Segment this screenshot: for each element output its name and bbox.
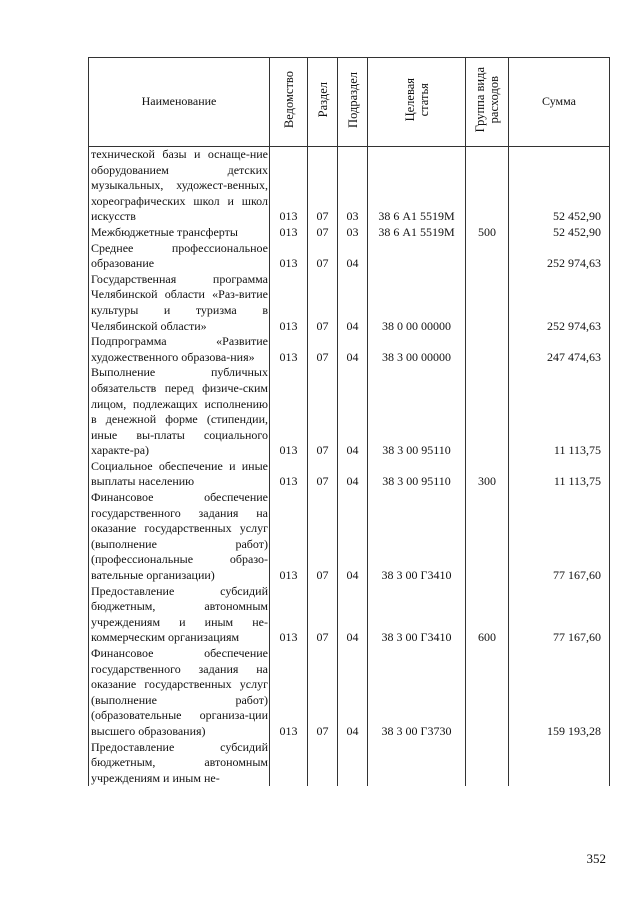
cell-ved: 013: [270, 646, 308, 740]
header-razdel: Раздел: [308, 58, 338, 147]
table-row: [89, 584, 610, 646]
cell-grp: [466, 147, 509, 225]
cell-razd: [308, 740, 338, 787]
cell-grp: [466, 334, 509, 365]
cell-cel: [368, 740, 466, 787]
cell-podr: 04: [338, 646, 368, 740]
cell-grp: [466, 740, 509, 787]
cell-sum: 252 974,63: [509, 272, 610, 334]
cell-ved: 013: [270, 272, 308, 334]
cell-grp: 300: [466, 459, 509, 490]
cell-cel: [368, 241, 466, 272]
cell-sum: 159 193,28: [509, 646, 610, 740]
cell-name: Межбюджетные трансферты: [89, 225, 270, 241]
header-vedomstvo: Ведомство: [270, 58, 308, 147]
cell-podr: 03: [338, 225, 368, 241]
cell-sum: 77 167,60: [509, 490, 610, 584]
cell-name: Среднее профессиональное образование: [89, 241, 270, 272]
cell-razd: 07: [308, 459, 338, 490]
cell-cel: 38 6 А1 5519М: [368, 225, 466, 241]
table-row: [89, 334, 610, 365]
cell-podr: 04: [338, 584, 368, 646]
cell-name: Финансовое обеспечение государственного задания на оказание государственных услуг (выполнение работ) (профессиональные образо-вательные организации): [89, 490, 270, 584]
cell-razd: 07: [308, 365, 338, 459]
cell-sum: 52 452,90: [509, 225, 610, 241]
table-row: [89, 365, 610, 459]
cell-cel: 38 3 00 Г3410: [368, 584, 466, 646]
cell-name: Выполнение публичных обязательств перед физиче-ским лицом, подлежащих исполнению в денежной форме (стипендии, иные вы-платы социального характе-ра): [89, 365, 270, 459]
cell-sum: [509, 740, 610, 787]
cell-ved: 013: [270, 459, 308, 490]
cell-name: Подпрограмма «Развитие художественного образова-ния»: [89, 334, 270, 365]
header-row: [89, 58, 610, 147]
cell-sum: 11 113,75: [509, 365, 610, 459]
table-row: [89, 272, 610, 334]
cell-grp: [466, 272, 509, 334]
cell-sum: 252 974,63: [509, 241, 610, 272]
cell-ved: 013: [270, 584, 308, 646]
cell-podr: 04: [338, 272, 368, 334]
cell-razd: 07: [308, 241, 338, 272]
cell-cel: 38 3 00 Г3410: [368, 490, 466, 584]
cell-podr: [338, 740, 368, 787]
table-row: [89, 241, 610, 272]
cell-sum: 11 113,75: [509, 459, 610, 490]
table-row: [89, 459, 610, 490]
cell-name: Финансовое обеспечение государственного задания на оказание государственных услуг (выполнение работ) (образовательные организа-ции высшего образования): [89, 646, 270, 740]
cell-razd: 07: [308, 225, 338, 241]
cell-ved: 013: [270, 334, 308, 365]
header-target: Целевая статья: [368, 58, 466, 147]
cell-grp: [466, 365, 509, 459]
cell-ved: [270, 740, 308, 787]
cell-sum: 247 474,63: [509, 334, 610, 365]
cell-razd: 07: [308, 490, 338, 584]
header-podrazdel: Подраздел: [338, 58, 368, 147]
cell-name: технической базы и оснаще-ние оборудованием детских музыкальных, художест-венных, хореографических школ и школ искусств: [89, 147, 270, 225]
cell-name: Предоставление субсидий бюджетным, автономным учреждениям и иным не-: [89, 740, 270, 787]
cell-podr: 04: [338, 241, 368, 272]
cell-cel: 38 3 00 95110: [368, 365, 466, 459]
cell-grp: 500: [466, 225, 509, 241]
cell-razd: 07: [308, 646, 338, 740]
header-sum: Сумма: [509, 58, 610, 147]
cell-ved: 013: [270, 147, 308, 225]
table-row: [89, 740, 610, 787]
cell-razd: 07: [308, 147, 338, 225]
cell-ved: 013: [270, 365, 308, 459]
cell-razd: 07: [308, 272, 338, 334]
header-name: Наименование: [89, 58, 270, 147]
table-row: [89, 225, 610, 241]
cell-podr: 04: [338, 459, 368, 490]
cell-cel: 38 3 00 Г3730: [368, 646, 466, 740]
cell-cel: 38 0 00 00000: [368, 272, 466, 334]
table-row: [89, 490, 610, 584]
cell-ved: 013: [270, 490, 308, 584]
cell-name: Социальное обеспечение и иные выплаты населению: [89, 459, 270, 490]
budget-table: [88, 57, 610, 786]
cell-podr: 04: [338, 334, 368, 365]
cell-grp: [466, 241, 509, 272]
cell-podr: 03: [338, 147, 368, 225]
cell-cel: 38 3 00 95110: [368, 459, 466, 490]
page-number: 352: [586, 851, 606, 866]
cell-ved: 013: [270, 225, 308, 241]
cell-razd: 07: [308, 334, 338, 365]
cell-cel: 38 3 00 00000: [368, 334, 466, 365]
cell-grp: [466, 490, 509, 584]
cell-ved: 013: [270, 241, 308, 272]
cell-name: Государственная программа Челябинской области «Раз-витие культуры и туризма в Челябинской области»: [89, 272, 270, 334]
cell-podr: 04: [338, 365, 368, 459]
cell-grp: 600: [466, 584, 509, 646]
cell-name: Предоставление субсидий бюджетным, автономным учреждениям и иным не-коммерческим организациям: [89, 584, 270, 646]
cell-grp: [466, 646, 509, 740]
table-body: [89, 147, 610, 787]
header-group: Группа вида расходов: [466, 58, 509, 147]
cell-sum: 52 452,90: [509, 147, 610, 225]
table-row: [89, 646, 610, 740]
cell-cel: 38 6 А1 5519М: [368, 147, 466, 225]
cell-podr: 04: [338, 490, 368, 584]
cell-razd: 07: [308, 584, 338, 646]
cell-sum: 77 167,60: [509, 584, 610, 646]
table-row: [89, 147, 610, 225]
